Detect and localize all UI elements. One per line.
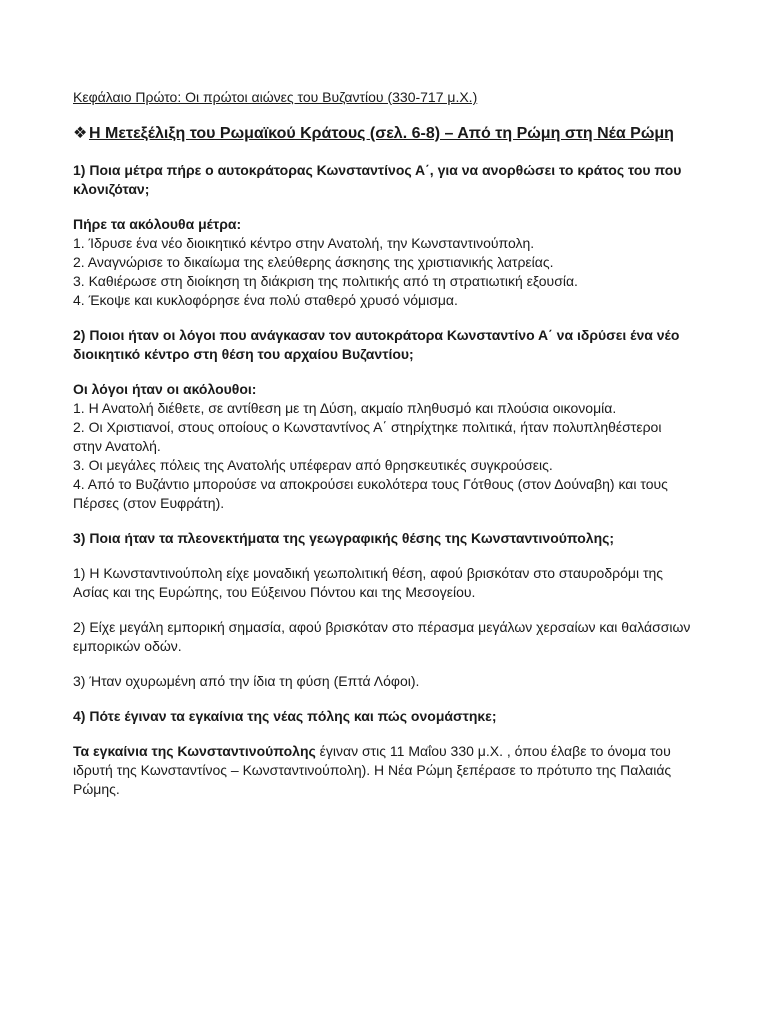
answer-4-bold: Τα εγκαίνια της Κωνσταντινούπολης xyxy=(73,743,316,759)
question-3: 3) Ποια ήταν τα πλεονεκτήματα της γεωγραφικής θέσης της Κωνσταντινούπολης; xyxy=(73,530,615,546)
answer-1-lead: Πήρε τα ακόλουθα μέτρα: xyxy=(73,216,242,232)
chapter-title: Κεφάλαιο Πρώτο: Οι πρώτοι αιώνες του Βυζαντίου (330-717 μ.Χ.) xyxy=(73,89,478,105)
answer-4-rest: έγιναν στις 11 Μαΐου 330 μ.Χ. , όπου έλαβε το όνομα του ιδρυτή της Κωνσταντίνος – Κωνσταντινούπολη). Η Νέα Ρώμη ξεπέρασε το πρότυπο της Παλαιάς Ρώμης. xyxy=(73,743,672,797)
question-2: 2) Ποιοι ήταν οι λόγοι που ανάγκασαν τον αυτοκράτορα Κωνσταντίνο Α΄ να ιδρύσει ένα νέο διοικητικό κέντρο στη θέση του αρχαίου Βυζαντίου; xyxy=(73,327,680,362)
list-item: 3. Οι μεγάλες πόλεις της Ανατολής υπέφεραν από θρησκευτικές συγκρούσεις. xyxy=(73,457,553,473)
list-item: 3. Καθιέρωσε στη διοίκηση τη διάκριση της πολιτικής από τη στρατιωτική εξουσία. xyxy=(73,273,578,289)
list-item: 4. Από το Βυζάντιο μπορούσε να αποκρούσει ευκολότερα τους Γότθους (στον Δούναβη) και τους Πέρσες (στον Ευφράτη). xyxy=(73,476,668,511)
question-4: 4) Πότε έγιναν τα εγκαίνια της νέας πόλης και πώς ονομάστηκε; xyxy=(73,708,497,724)
question-1: 1) Ποια μέτρα πήρε ο αυτοκράτορας Κωνσταντίνος Α΄, για να ανορθώσει το κράτος του που κλονιζόταν; xyxy=(73,162,682,197)
four-diamond-icon: ❖ xyxy=(73,125,88,142)
answer-3-paragraph: 3) Ήταν οχυρωμένη από την ίδια τη φύση (Επτά Λόφοι). xyxy=(73,673,420,689)
answer-3-paragraph: 1) Η Κωνσταντινούπολη είχε μοναδική γεωπολιτική θέση, αφού βρισκόταν στο σταυροδρόμι της Ασίας και της Ευρώπης, του Εύξεινου Πόντου και της Μεσογείου. xyxy=(73,565,664,600)
answer-2 xyxy=(73,380,693,513)
list-item: 1. Ίδρυσε ένα νέο διοικητικό κέντρο στην Ανατολή, την Κωνσταντινούπολη. xyxy=(73,235,535,251)
answer-4 xyxy=(73,742,693,799)
list-item: 2. Οι Χριστιανοί, στους οποίους ο Κωνσταντίνος Α΄ στηρίχτηκε πολιτικά, ήταν πολυπληθέστεροι στην Ανατολή. xyxy=(73,419,662,454)
answer-2-lead: Οι λόγοι ήταν οι ακόλουθοι: xyxy=(73,381,257,397)
section-title xyxy=(73,123,693,144)
section-title-text: Η Μετεξέλιξη του Ρωμαϊκού Κράτους (σελ. 6-8) – Από τη Ρώμη στη Νέα Ρώμη xyxy=(89,125,674,142)
list-item: 4. Έκοψε και κυκλοφόρησε ένα πολύ σταθερό χρυσό νόμισμα. xyxy=(73,292,458,308)
answer-1 xyxy=(73,215,693,310)
document-body xyxy=(73,88,693,815)
answer-3-paragraph: 2) Είχε μεγάλη εμπορική σημασία, αφού βρισκόταν στο πέρασμα μεγάλων χερσαίων και θαλάσσιων εμπορικών οδών. xyxy=(73,619,691,654)
list-item: 1. Η Ανατολή διέθετε, σε αντίθεση με τη Δύση, ακμαίο πληθυσμό και πλούσια οικονομία. xyxy=(73,400,617,416)
list-item: 2. Αναγνώρισε το δικαίωμα της ελεύθερης άσκησης της χριστιανικής λατρείας. xyxy=(73,254,554,270)
